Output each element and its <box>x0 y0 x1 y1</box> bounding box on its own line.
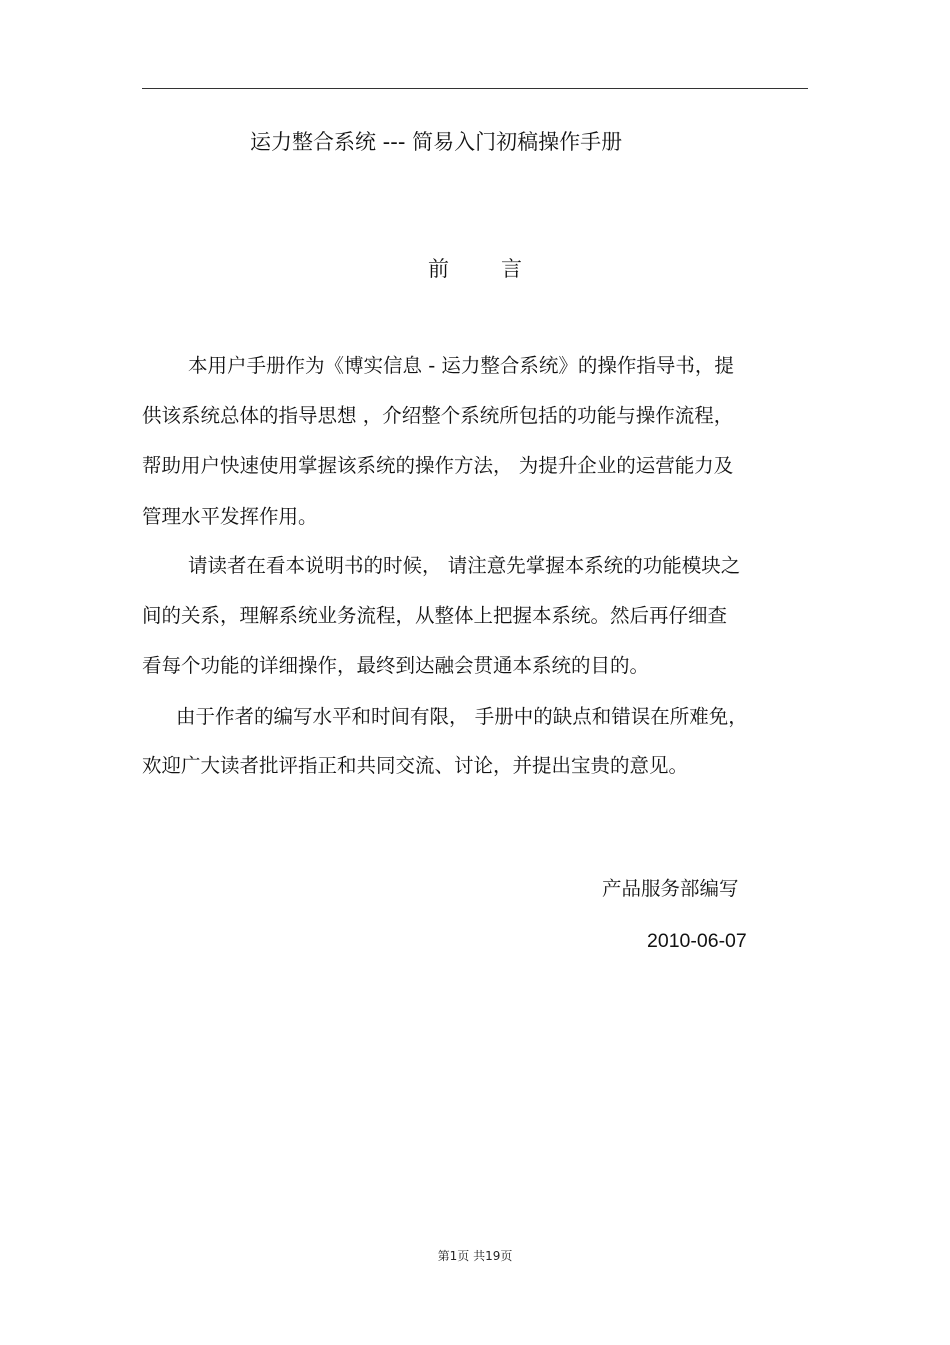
page-number-footer: 第1页 共19页 <box>437 1249 513 1263</box>
paragraph-1-line-3: 帮助用户快速使用掌握该系统的操作方法， 为提升企业的运营能力及 <box>142 454 734 477</box>
paragraph-1-line-4: 管理水平发挥作用。 <box>142 505 318 528</box>
author-signature: 产品服务部编写 <box>602 877 739 900</box>
paragraph-2-line-2: 间的关系，理解系统业务流程，从整体上把握本系统。然后再仔细查 <box>142 604 728 627</box>
header-rule <box>142 88 808 89</box>
paragraph-3-line-2: 欢迎广大读者批评指正和共同交流、讨论，并提出宝贵的意见。 <box>142 754 689 777</box>
document-title: 运力整合系统 --- 简易入门初稿操作手册 <box>250 130 623 154</box>
document-date: 2010-06-07 <box>647 930 747 952</box>
paragraph-2-line-1: 请读者在看本说明书的时候， 请注意先掌握本系统的功能模块之 <box>188 554 741 577</box>
paragraph-1-line-2: 供该系统总体的指导思想 ，介绍整个系统所包括的功能与操作流程， <box>142 404 734 427</box>
paragraph-3-line-1: 由于作者的编写水平和时间有限， 手册中的缺点和错误在所难免， <box>176 705 748 728</box>
paragraph-2-line-3: 看每个功能的详细操作，最终到达融会贯通本系统的目的。 <box>142 654 650 677</box>
section-heading: 前言 <box>428 257 574 281</box>
paragraph-1-line-1: 本用户手册作为《博实信息 - 运力整合系统》的操作指导书，提 <box>188 354 734 377</box>
